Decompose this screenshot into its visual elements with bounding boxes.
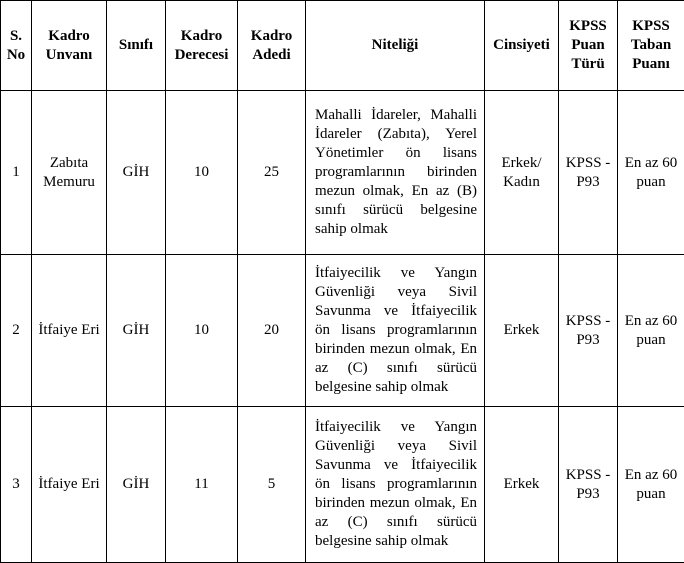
table-row: [1, 407, 684, 563]
cell-kadro-adedi: 5: [238, 407, 306, 563]
header-kpss-puan-turu: KPSS Puan Türü: [559, 1, 618, 91]
cell-sno: 2: [1, 255, 32, 407]
header-kadro-unvani: Kadro Unvanı: [32, 1, 107, 91]
header-kadro-derecesi: Kadro Derecesi: [166, 1, 238, 91]
table-row: [1, 91, 684, 255]
header-kpss-taban-puani: KPSS Taban Puanı: [618, 1, 684, 91]
cell-kpss-taban-puani: En az 60 puan: [618, 255, 684, 407]
cell-kadro-unvani: Zabıta Memuru: [32, 91, 107, 255]
cell-kadro-adedi: 20: [238, 255, 306, 407]
cell-sinifi: GİH: [107, 407, 166, 563]
header-sinifi: Sınıfı: [107, 1, 166, 91]
cell-cinsiyeti: Erkek/ Kadın: [485, 91, 559, 255]
cell-niteligi: İtfaiyecilik ve Yangın Güvenliği veya Sivil Savunma ve İtfaiyecilik ön lisans programlarının birinden mezun olmak, En az (C) sınıfı sürücü belgesine sahip olmak: [306, 407, 485, 563]
cell-cinsiyeti: Erkek: [485, 407, 559, 563]
cell-kadro-unvani: İtfaiye Eri: [32, 407, 107, 563]
cell-kpss-puan-turu: KPSS -P93: [559, 407, 618, 563]
cell-niteligi: Mahalli İdareler, Mahalli İdareler (Zabıta), Yerel Yönetimler ön lisans programlarının birinden mezun olmak, En az (B) sınıfı sürücü belgesine sahip olmak: [306, 91, 485, 255]
cell-sno: 1: [1, 91, 32, 255]
header-row: [1, 1, 684, 91]
header-kadro-adedi: Kadro Adedi: [238, 1, 306, 91]
cell-kpss-puan-turu: KPSS -P93: [559, 255, 618, 407]
cell-niteligi: İtfaiyecilik ve Yangın Güvenliği veya Sivil Savunma ve İtfaiyecilik ön lisans programlarının birinden mezun olmak, En az (C) sınıfı sürücü belgesine sahip olmak: [306, 255, 485, 407]
cell-sinifi: GİH: [107, 255, 166, 407]
cell-kadro-derecesi: 11: [166, 407, 238, 563]
cell-kpss-taban-puani: En az 60 puan: [618, 407, 684, 563]
cell-kpss-taban-puani: En az 60 puan: [618, 91, 684, 255]
table-row: [1, 255, 684, 407]
cell-kadro-unvani: İtfaiye Eri: [32, 255, 107, 407]
cell-kadro-derecesi: 10: [166, 255, 238, 407]
header-niteligi: Niteliği: [306, 1, 485, 91]
cell-cinsiyeti: Erkek: [485, 255, 559, 407]
cell-kpss-puan-turu: KPSS -P93: [559, 91, 618, 255]
header-sno: S. No: [1, 1, 32, 91]
cell-sno: 3: [1, 407, 32, 563]
header-cinsiyeti: Cinsiyeti: [485, 1, 559, 91]
cell-kadro-adedi: 25: [238, 91, 306, 255]
cell-sinifi: GİH: [107, 91, 166, 255]
cell-kadro-derecesi: 10: [166, 91, 238, 255]
